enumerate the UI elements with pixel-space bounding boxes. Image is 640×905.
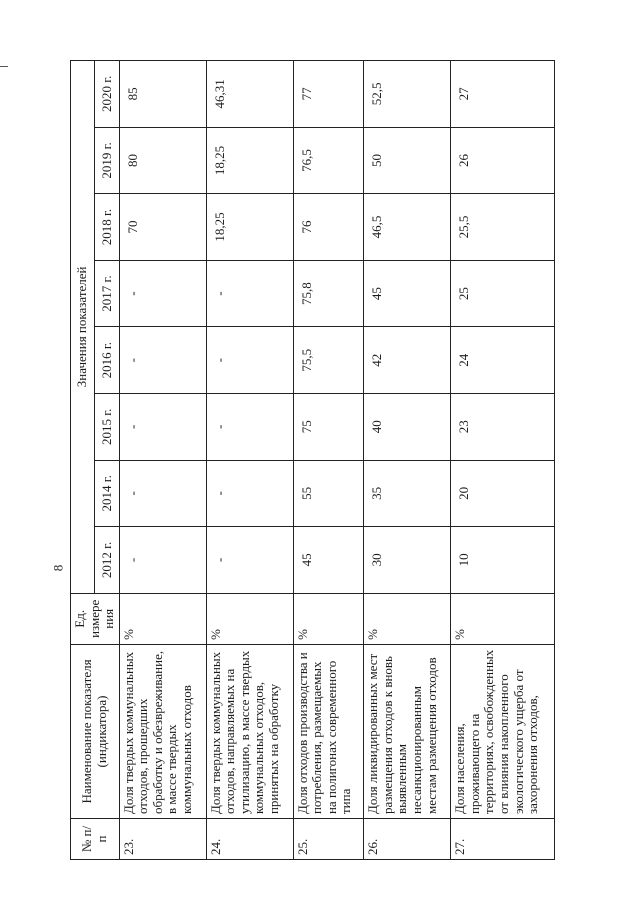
value-cell: 25 [451,260,554,327]
value-cell: 25,5 [451,194,554,261]
unit-cell: % [119,593,206,644]
value-cell: 85 [119,61,206,128]
scan-edge-mark [0,66,8,67]
value-cell: 18,25 [206,127,293,194]
value-cell: 23 [451,393,554,460]
row-number: 25. [293,819,364,860]
page-number: 8 [50,564,66,572]
value-cell: 77 [293,61,364,128]
value-cell: 42 [364,327,451,394]
unit-cell: % [364,593,451,644]
table-row [364,61,451,860]
value-cell: 24 [451,327,554,394]
value-cell: 45 [364,260,451,327]
value-cell: 20 [451,460,554,527]
header-year: 2018 г. [95,194,119,261]
value-cell: - [119,327,206,394]
table-row [451,61,554,860]
indicator-name: Доля твердых коммунальных отходов, прошедших обработку и обезвреживание, в массе твердых коммунальных отходов [119,644,206,818]
indicator-name: Доля твердых коммунальных отходов, направляемых на утилизацию, в массе твердых коммунальных отходов, принятых на обработку [206,644,293,818]
indicator-name: Доля ликвидированных мест размещения отходов к вновь выявленным несанкционированным местам размещения отходов [364,644,451,818]
value-cell: - [206,393,293,460]
header-year: 2014 г. [95,460,119,527]
row-number: 27. [451,819,554,860]
row-number: 23. [119,819,206,860]
value-cell: 45 [293,527,364,594]
value-cell: 18,25 [206,194,293,261]
value-cell: - [119,460,206,527]
value-cell: 27 [451,61,554,128]
header-indicator-name: Наименование показателя (индикатора) [71,644,120,818]
row-number: 26. [364,819,451,860]
unit-cell: % [451,593,554,644]
table-row [119,61,206,860]
indicator-name: Доля населения, проживающего на территориях, освобожденных от влияния накопленного экологического ущерба от захоронения отходов, [451,644,554,818]
header-year: 2020 г. [95,61,119,128]
value-cell: - [206,327,293,394]
value-cell: 75 [293,393,364,460]
value-cell: - [206,527,293,594]
unit-cell: % [206,593,293,644]
indicators-table [70,60,555,860]
value-cell: 46,31 [206,61,293,128]
value-cell: 50 [364,127,451,194]
value-cell: 52,5 [364,61,451,128]
value-cell: - [119,260,206,327]
value-cell: - [119,527,206,594]
value-cell: 46,5 [364,194,451,261]
value-cell: 75,8 [293,260,364,327]
value-cell: - [206,460,293,527]
value-cell: 26 [451,127,554,194]
table-row [293,61,364,860]
value-cell: 10 [451,527,554,594]
value-cell: - [206,260,293,327]
value-cell: 76 [293,194,364,261]
indicators-table-container [70,60,550,860]
value-cell: 40 [364,393,451,460]
value-cell: 75,5 [293,327,364,394]
header-year: 2016 г. [95,327,119,394]
value-cell: - [119,393,206,460]
row-number: 24. [206,819,293,860]
value-cell: 55 [293,460,364,527]
header-year: 2012 г. [95,527,119,594]
value-cell: 70 [119,194,206,261]
header-values-group: Значения показателей [71,61,95,594]
header-year: 2015 г. [95,393,119,460]
header-number: № п/п [71,819,120,860]
header-unit: Ед. измере ния [71,593,120,644]
value-cell: 35 [364,460,451,527]
unit-cell: % [293,593,364,644]
indicator-name: Доля отходов производства и потребления, размещаемых на полигонах современного типа [293,644,364,818]
header-year: 2017 г. [95,260,119,327]
value-cell: 76,5 [293,127,364,194]
header-year: 2019 г. [95,127,119,194]
table-row [206,61,293,860]
value-cell: 30 [364,527,451,594]
value-cell: 80 [119,127,206,194]
